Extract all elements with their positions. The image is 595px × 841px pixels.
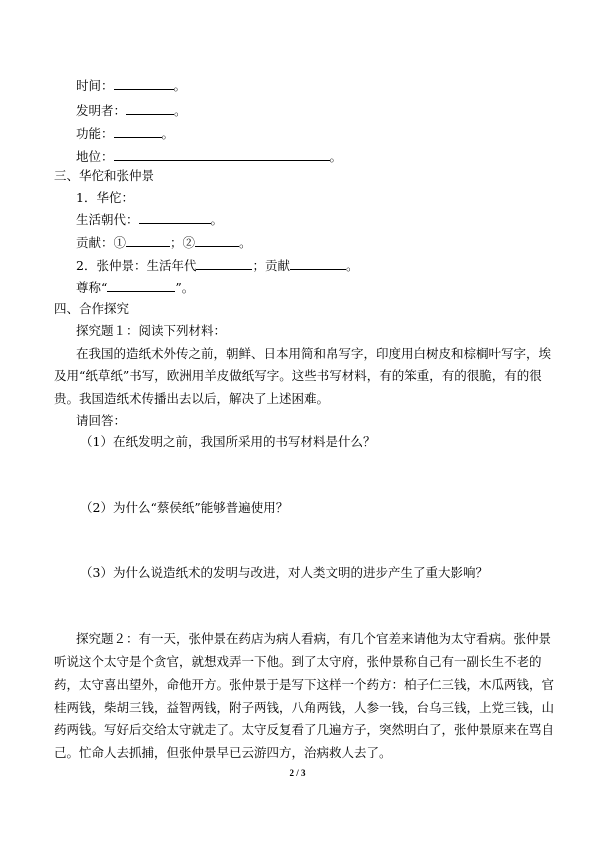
field-position: 地位： 。 [76, 149, 343, 164]
field-zhang: 2．张仲景：生活年代 ；贡献 。 [76, 258, 359, 273]
paragraph-line: 药两钱。写好后交给太守就走了。太守反复看了几遍方子，突然明白了，张仲景原来在骂自 [54, 722, 555, 737]
paragraph-line: 桂两钱，柴胡三钱，益智两钱，附子两钱，八角两钱，人参一钱，台乌三钱，上党三钱，山 [54, 700, 555, 715]
paragraph-line: 听说这个太守是个贪官，就想戏弄一下他。到了太守府，张仲景称自己有一副长生不老的 [54, 654, 542, 669]
page-number: 2 / 3 [289, 768, 306, 778]
field-time: 时间： 。 [76, 78, 187, 93]
blank[interactable] [290, 257, 346, 270]
section-heading: 三、华佗和张仲景 [54, 168, 155, 183]
section-heading: 四、合作探究 [54, 301, 130, 316]
subheading: 1．华佗： [76, 190, 134, 205]
question: （2）为什么“蔡侯纸”能够普遍使用？ [80, 500, 289, 515]
blank[interactable] [139, 211, 211, 224]
blank[interactable] [114, 77, 174, 90]
question-heading: 探究题１：阅读下列材料： [76, 323, 227, 338]
blank[interactable] [196, 257, 252, 270]
blank[interactable] [195, 234, 239, 247]
field-era: 生活朝代： 。 [76, 212, 224, 227]
blank[interactable] [114, 148, 330, 161]
paragraph-line: 在我国的造纸术外传之前，朝鲜、日本用简和帛写字，印度用白树皮和棕榈叶写字，埃 [76, 346, 552, 361]
paragraph-line: 己。忙命人去抓捕，但张仲景早已云游四方，治病救人去了。 [54, 745, 392, 760]
blank[interactable] [114, 125, 162, 138]
question: （3）为什么说造纸术的发明与改进，对人类文明的进步产生了重大影响？ [80, 565, 488, 580]
paragraph-line: 贵。我国造纸术传播出去以后，解决了上述困难。 [54, 391, 330, 406]
blank[interactable] [107, 279, 175, 292]
field-contribution: 贡献：① ；② 。 [76, 235, 252, 250]
field-inventor: 发明者： 。 [76, 103, 187, 118]
question: （1）在纸发明之前，我国所采用的书写材料是什么？ [80, 434, 376, 449]
blank[interactable] [126, 102, 174, 115]
prompt: 请回答： [76, 413, 127, 428]
field-function: 功能： 。 [76, 126, 175, 141]
paragraph-line: 及用“纸草纸”书写，欧洲用羊皮做纸写字。这些书写材料，有的笨重，有的很脆，有的很 [54, 368, 542, 383]
paragraph-line: 药，太守喜出望外，命他开方。张仲景于是写下这样一个药方：柏子仁三钱，木瓜两钱，官 [54, 677, 555, 692]
paragraph-line: 探究题２：有一天，张仲景在药店为病人看病，有几个官差来请他为太守看病。张仲景 [76, 631, 552, 646]
field-title: 尊称“ ”。 [76, 280, 195, 295]
blank[interactable] [126, 234, 170, 247]
